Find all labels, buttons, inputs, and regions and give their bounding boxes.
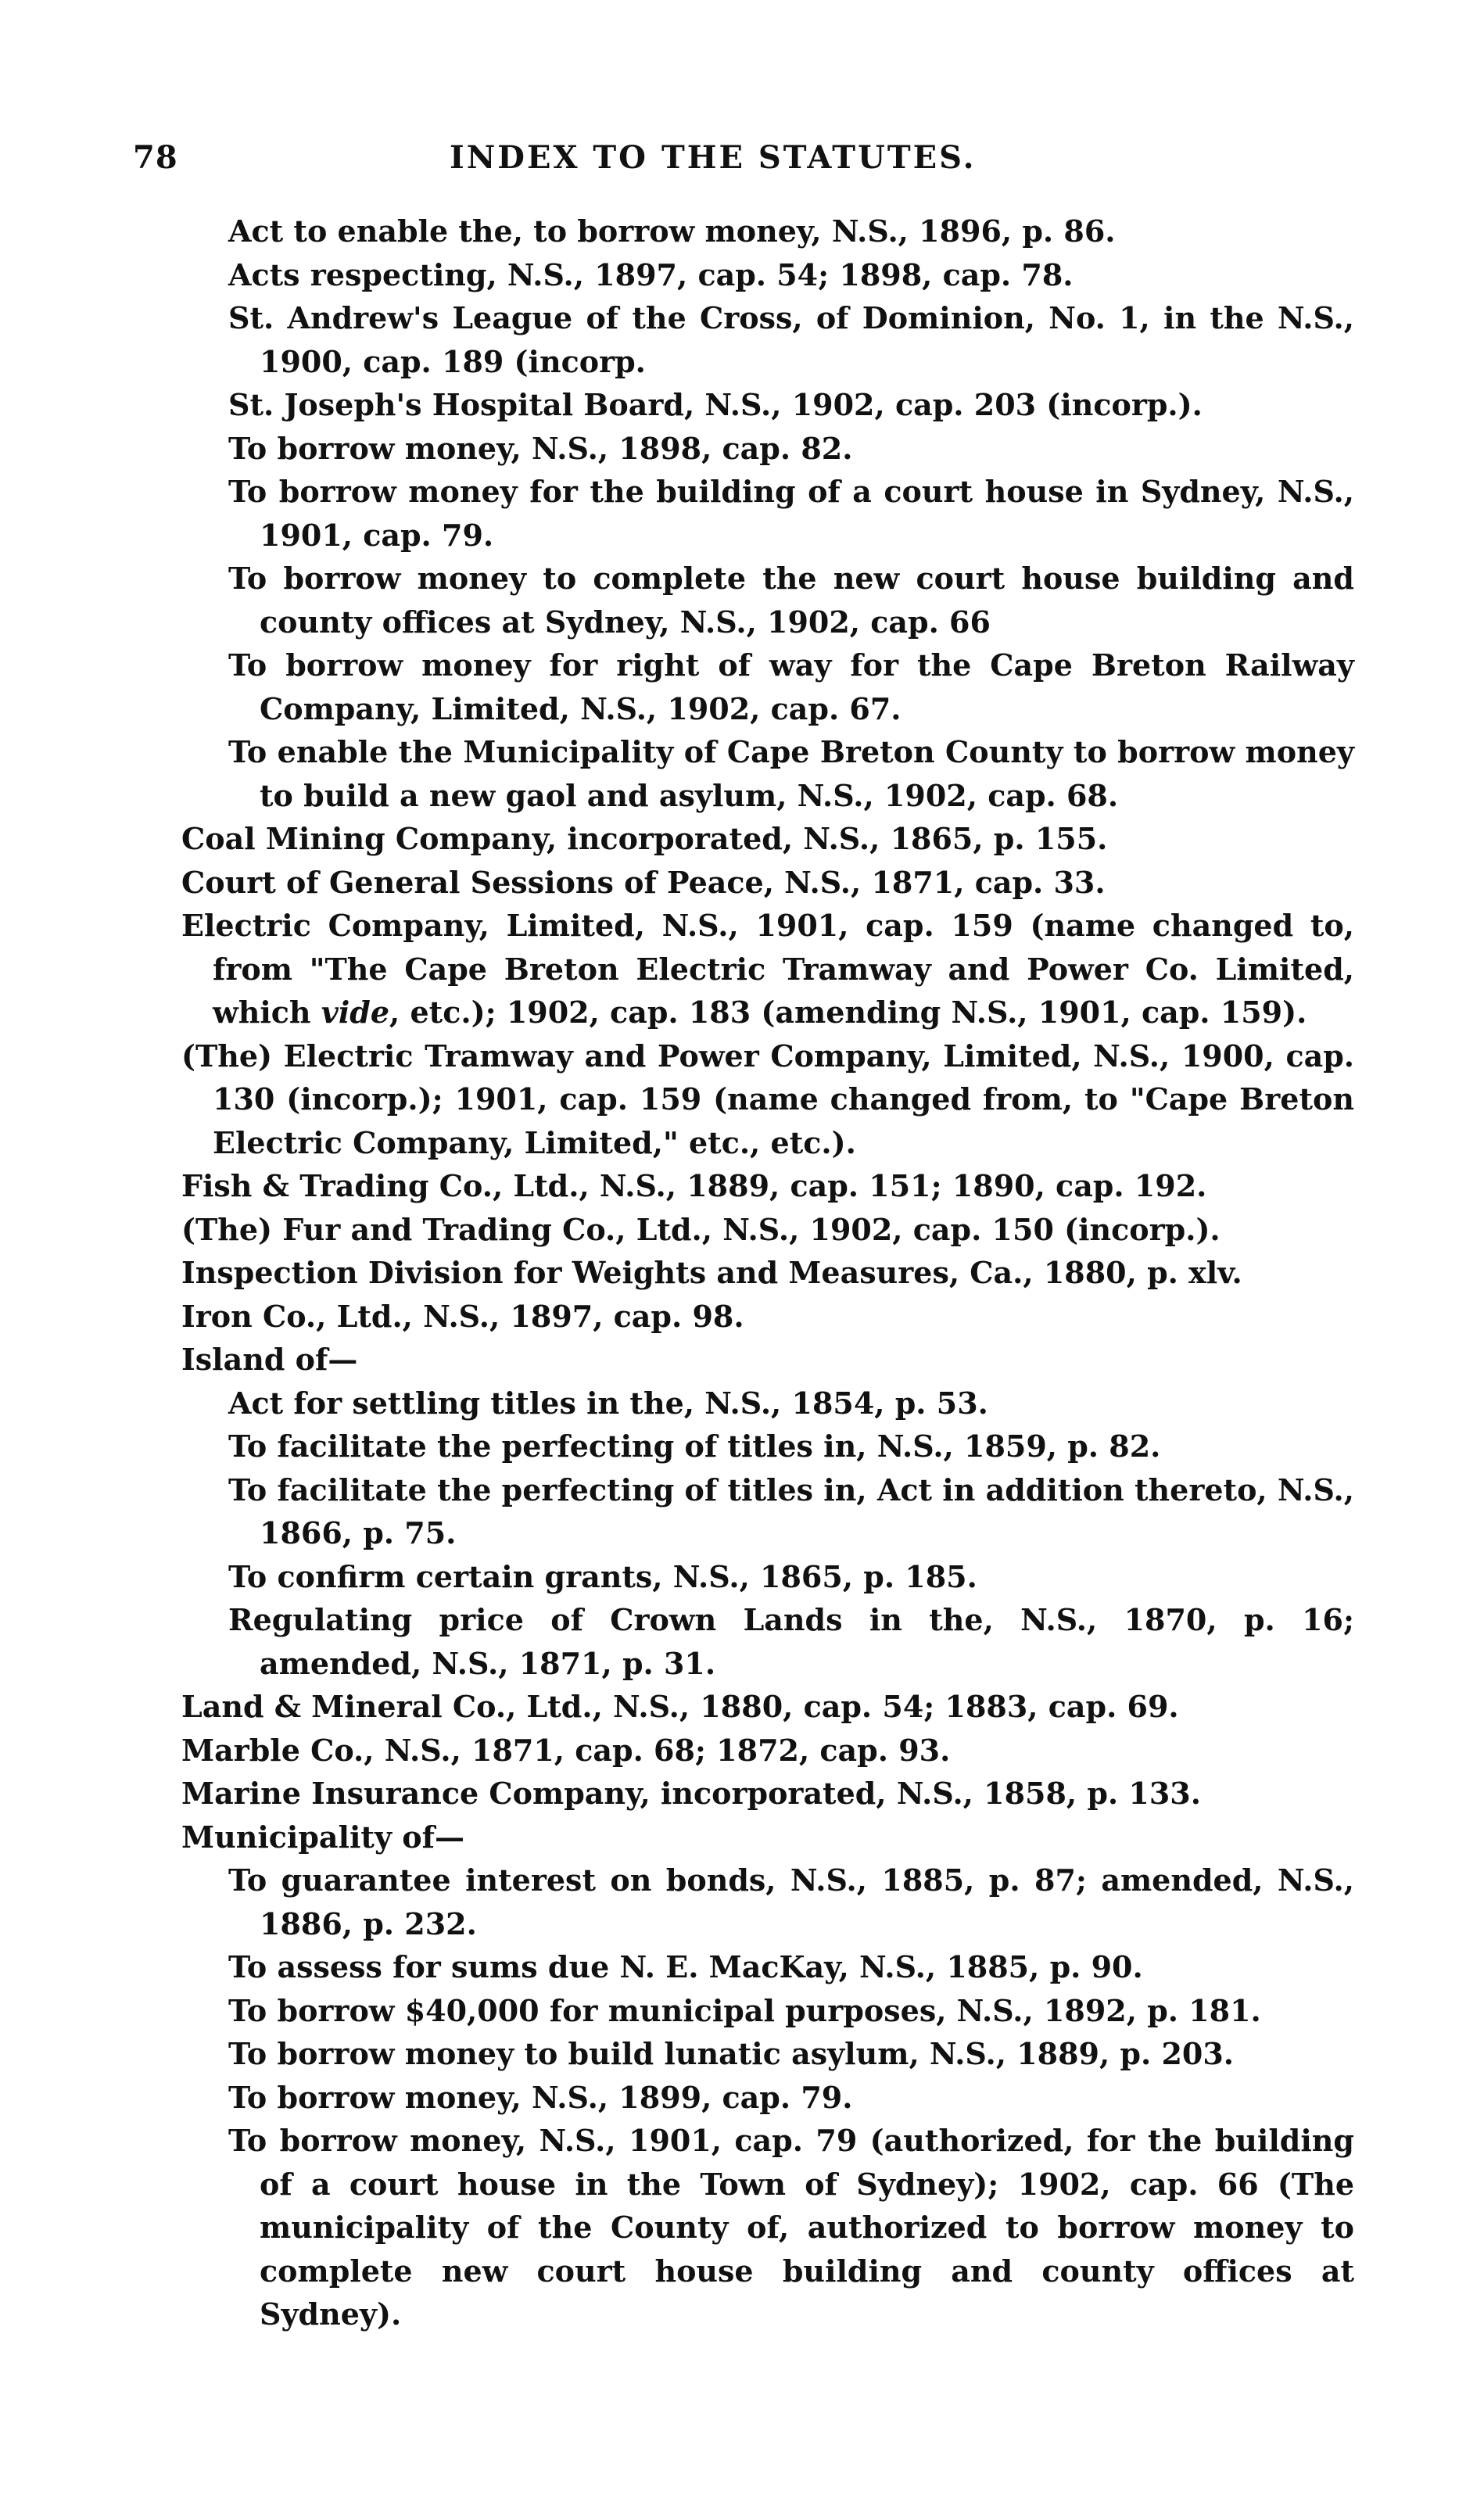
index-subentry — [181, 557, 1354, 643]
index-entries — [181, 210, 1354, 2336]
index-entry — [181, 1729, 1354, 1773]
index-subentry — [181, 1382, 1354, 1425]
index-subentry — [181, 2076, 1354, 2120]
index-subentry — [181, 730, 1354, 817]
index-subentry — [181, 2032, 1354, 2076]
index-subentry — [181, 1945, 1354, 1989]
entry-text: Marble Co., N.S., 1871, cap. 68; 1872, cap. 93. — [181, 1732, 951, 1768]
entry-text: Regulating price of Crown Lands in the, N.S., 1870, p. 16; amended, N.S., 1871, p. 31. — [228, 1602, 1354, 1681]
index-entry — [181, 1164, 1354, 1208]
index-entry — [181, 1816, 1354, 1859]
entry-text: To borrow money for the building of a court house in Sydney, N.S., 1901, cap. 79. — [228, 474, 1354, 553]
page-number: 78 — [133, 139, 178, 176]
entry-text: To borrow money for right of way for the Cape Breton Railway Company, Limited, N.S., 1902, cap. 67. — [228, 647, 1354, 726]
entry-text: To confirm certain grants, N.S., 1865, p. 185. — [228, 1558, 977, 1594]
page-header — [0, 139, 1484, 186]
index-entry — [181, 1685, 1354, 1729]
entry-text: Island of— — [181, 1342, 358, 1377]
index-entry — [181, 1251, 1354, 1295]
entry-text: Inspection Division for Weights and Measures, Ca., 1880, p. xlv. — [181, 1255, 1242, 1290]
entry-text: To facilitate the perfecting of titles in, N.S., 1859, p. 82. — [228, 1429, 1161, 1464]
running-title: INDEX TO THE STATUTES. — [450, 139, 977, 176]
entry-text: To borrow money to build lunatic asylum, N.S., 1889, p. 203. — [228, 2036, 1235, 2071]
entry-text: Land & Mineral Co., Ltd., N.S., 1880, cap. 54; 1883, cap. 69. — [181, 1689, 1179, 1724]
entry-text: To facilitate the perfecting of titles in, Act in addition thereto, N.S., 1866, p. 75. — [228, 1472, 1354, 1550]
entry-text: Municipality of— — [181, 1819, 464, 1855]
index-subentry — [181, 1468, 1354, 1555]
index-entry — [181, 1208, 1354, 1252]
entry-text: (The) Fur and Trading Co., Ltd., N.S., 1902, cap. 150 (incorp.). — [181, 1211, 1221, 1247]
entry-text: To assess for sums due N. E. MacKay, N.S., 1885, p. 90. — [228, 1949, 1143, 1984]
index-subentry — [181, 427, 1354, 471]
index-subentry — [181, 383, 1354, 427]
entry-text: To guarantee interest on bonds, N.S., 1885, p. 87; amended, N.S., 1886, p. 232. — [228, 1862, 1354, 1941]
index-entry — [181, 1772, 1354, 1816]
index-subentry — [181, 470, 1354, 557]
index-subentry — [181, 253, 1354, 297]
entry-text: Acts respecting, N.S., 1897, cap. 54; 1898, cap. 78. — [228, 256, 1074, 292]
index-entry — [181, 817, 1354, 861]
entry-text: Electric Company, Limited, N.S., 1901, cap. 159 (name changed to, from "The Cape Breton Electric Tramway and Power Co. Limited, which — [181, 908, 1354, 1030]
index-subentry — [181, 210, 1354, 253]
entry-text-continued: , etc.); 1902, cap. 183 (amending N.S., 1901, cap. 159). — [389, 995, 1307, 1030]
entry-text: To borrow money, N.S., 1899, cap. 79. — [228, 2079, 853, 2115]
entry-text: Fish & Trading Co., Ltd., N.S., 1889, cap. 151; 1890, cap. 192. — [181, 1168, 1207, 1203]
index-subentry — [181, 1989, 1354, 2033]
index-subentry — [181, 643, 1354, 730]
index-subentry — [181, 1598, 1354, 1685]
index-entry — [181, 861, 1354, 905]
entry-text: To borrow $40,000 for municipal purposes, N.S., 1892, p. 181. — [228, 1992, 1261, 2028]
entry-text: To borrow money, N.S., 1901, cap. 79 (authorized, for the building of a court house in the Town of Sydney); 1902, cap. 66 (The municipality of the County of, authorized to borrow money to complete new court house building and county offices at Sydney). — [228, 2123, 1354, 2332]
index-subentry — [181, 1859, 1354, 1945]
entry-text: Marine Insurance Company, incorporated, N.S., 1858, p. 133. — [181, 1776, 1201, 1811]
index-entry — [181, 1295, 1354, 1339]
entry-text: Act to enable the, to borrow money, N.S., 1896, p. 86. — [228, 213, 1116, 249]
entry-text: Act for settling titles in the, N.S., 1854, p. 53. — [228, 1385, 988, 1421]
index-subentry — [181, 296, 1354, 383]
index-entry — [181, 1338, 1354, 1382]
entry-text: St. Andrew's League of the Cross, of Dominion, No. 1, in the N.S., 1900, cap. 189 (incorp. — [228, 300, 1354, 379]
entry-text: Coal Mining Company, incorporated, N.S., 1865, p. 155. — [181, 821, 1108, 856]
index-entry — [181, 1034, 1354, 1165]
entry-text: To enable the Municipality of Cape Breton County to borrow money to build a new gaol and asylum, N.S., 1902, cap. 68. — [228, 734, 1354, 813]
index-subentry — [181, 1555, 1354, 1599]
entry-text: (The) Electric Tramway and Power Company, Limited, N.S., 1900, cap. 130 (incorp.); 1901, cap. 159 (name changed from, to "Cape Breton Electric Company, Limited," etc., etc.). — [181, 1038, 1354, 1160]
entry-text: Court of General Sessions of Peace, N.S., 1871, cap. 33. — [181, 864, 1106, 900]
entry-text: Iron Co., Ltd., N.S., 1897, cap. 98. — [181, 1298, 744, 1334]
entry-text: St. Joseph's Hospital Board, N.S., 1902, cap. 203 (incorp.). — [228, 387, 1203, 422]
entry-text: To borrow money to complete the new court house building and county offices at Sydney, N.S., 1902, cap. 66 — [228, 561, 1354, 640]
entry-italic-text: vide — [321, 995, 390, 1030]
index-subentry — [181, 2119, 1354, 2336]
entry-text: To borrow money, N.S., 1898, cap. 82. — [228, 430, 853, 466]
index-subentry — [181, 1425, 1354, 1468]
index-entry — [181, 904, 1354, 1034]
